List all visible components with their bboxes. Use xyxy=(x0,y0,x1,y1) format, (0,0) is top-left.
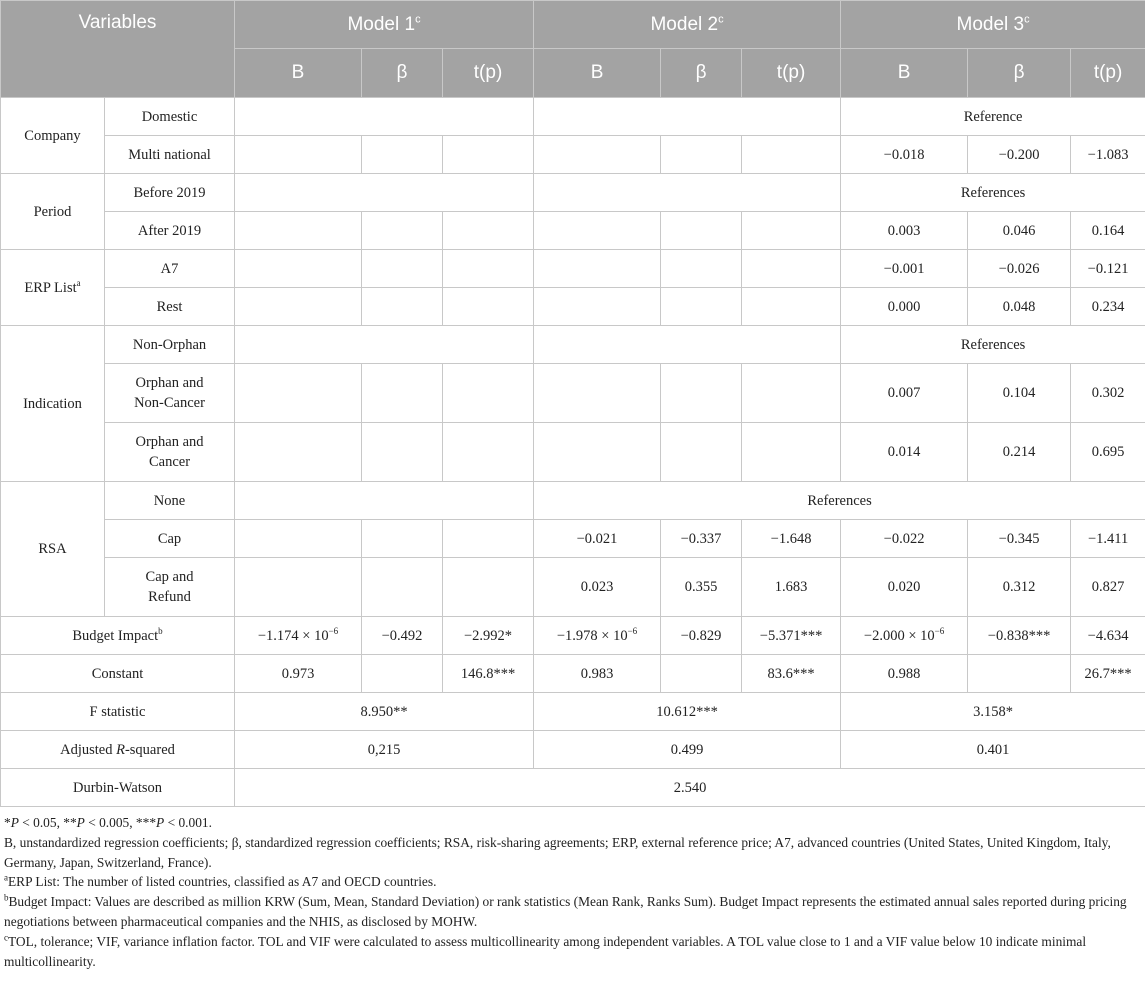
empty-cell xyxy=(235,423,362,482)
empty-cell xyxy=(661,212,742,250)
table-row xyxy=(1,288,1145,326)
empty-cell xyxy=(235,326,534,364)
value-cell: 0.003 xyxy=(841,212,968,250)
empty-cell xyxy=(362,558,443,617)
footnote-significance: *P < 0.05, **P < 0.005, ***P < 0.001. xyxy=(4,815,212,830)
value-cell: 0.983 xyxy=(534,655,661,693)
header-tp: t(p) xyxy=(443,49,534,98)
header-model-3: Model 3$^c$ xyxy=(841,1,1145,49)
header-b: B xyxy=(841,49,968,98)
table-row xyxy=(1,769,1145,807)
header-model-2: Model 2$^c$ xyxy=(534,1,841,49)
value-cell: 0.023 xyxy=(534,558,661,617)
table-row xyxy=(1,136,1145,174)
value-cell: 0.046 xyxy=(968,212,1071,250)
row-label-orphan-non-cancer: Orphan and Non-Cancer xyxy=(105,364,235,423)
value-cell: 83.6*** xyxy=(742,655,841,693)
table-row xyxy=(1,98,1145,136)
empty-cell xyxy=(362,250,443,288)
empty-cell xyxy=(534,364,661,423)
value-cell: 0.695 xyxy=(1071,423,1145,482)
group-rsa: RSA xyxy=(1,482,105,617)
value-cell: −0.121 xyxy=(1071,250,1145,288)
value-cell: 1.683 xyxy=(742,558,841,617)
value-cell: 2.540 xyxy=(235,769,1145,807)
value-cell: −2.992* xyxy=(443,617,534,655)
header-b: B xyxy=(534,49,661,98)
empty-cell xyxy=(235,98,534,136)
empty-cell xyxy=(742,250,841,288)
value-cell: −4.634 xyxy=(1071,617,1145,655)
empty-cell xyxy=(362,212,443,250)
table-row xyxy=(1,482,1145,520)
empty-cell xyxy=(443,212,534,250)
row-label-budget-impact: Budget Impact$^b$ xyxy=(1,617,235,655)
value-cell: 0.355 xyxy=(661,558,742,617)
empty-cell xyxy=(235,174,534,212)
group-company: Company xyxy=(1,98,105,174)
empty-cell xyxy=(661,136,742,174)
empty-cell xyxy=(235,136,362,174)
value-cell: 0.234 xyxy=(1071,288,1145,326)
value-cell: −1.411 xyxy=(1071,520,1145,558)
empty-cell xyxy=(362,288,443,326)
header-beta: β xyxy=(661,49,742,98)
table-row xyxy=(1,174,1145,212)
header-b: B xyxy=(235,49,362,98)
empty-cell xyxy=(968,655,1071,693)
value-cell: 0.020 xyxy=(841,558,968,617)
row-label-cap: Cap xyxy=(105,520,235,558)
empty-cell xyxy=(534,212,661,250)
empty-cell xyxy=(443,136,534,174)
footnote-abbreviations: B, unstandardized regression coefficients; β, standardized regression coefficients; RSA, risk-sharing agreements; ERP, external reference price; A7, advanced countries (United States, United Kingdom, Italy, Germany, Japan, Switzerland, France). xyxy=(4,834,1111,870)
empty-cell xyxy=(235,520,362,558)
value-cell: $-1.978 \times 10^{-6}$ xyxy=(534,617,661,655)
footnote-b: $^b$Budget Impact: Values are described as million KRW (Sum, Mean, Standard Deviation) or rank statistics (Mean Rank, Ranks Sum). Budget Impact represents the estimated annual sales reported during pricing negotiations between pharmaceutical companies and the NHIS, as disclosed by MOHW. xyxy=(4,892,1127,929)
empty-cell xyxy=(742,136,841,174)
value-cell: 0.048 xyxy=(968,288,1071,326)
empty-cell xyxy=(534,326,841,364)
value-cell: −0.022 xyxy=(841,520,968,558)
table-row xyxy=(1,693,1145,731)
value-cell: −0.018 xyxy=(841,136,968,174)
empty-cell xyxy=(661,288,742,326)
row-label-rest: Rest xyxy=(105,288,235,326)
value-cell: −0.200 xyxy=(968,136,1071,174)
value-cell: $-2.000 \times 10^{-6}$ xyxy=(841,617,968,655)
value-cell: 0.007 xyxy=(841,364,968,423)
value-cell: 146.8*** xyxy=(443,655,534,693)
empty-cell xyxy=(661,250,742,288)
empty-cell xyxy=(661,423,742,482)
footnote-a: $^a$ERP List: The number of listed countries, classified as A7 and OECD countries. xyxy=(4,872,437,890)
value-cell: 0.401 xyxy=(841,731,1145,769)
value-cell: 3.158* xyxy=(841,693,1145,731)
empty-cell xyxy=(362,520,443,558)
value-cell: 0.000 xyxy=(841,288,968,326)
group-indication: Indication xyxy=(1,326,105,482)
row-label-durbin-watson: Durbin-Watson xyxy=(1,769,235,807)
header-tp: t(p) xyxy=(1071,49,1145,98)
value-cell: 0.164 xyxy=(1071,212,1145,250)
value-cell: 0.312 xyxy=(968,558,1071,617)
value-cell: −1.083 xyxy=(1071,136,1145,174)
value-cell: −0.492 xyxy=(362,617,443,655)
value-cell: 0.302 xyxy=(1071,364,1145,423)
empty-cell xyxy=(534,288,661,326)
value-cell: −0.001 xyxy=(841,250,968,288)
row-label-before-2019: Before 2019 xyxy=(105,174,235,212)
header-beta: β xyxy=(968,49,1071,98)
table-footnotes xyxy=(0,807,1145,971)
value-cell: 0,215 xyxy=(235,731,534,769)
empty-cell xyxy=(443,250,534,288)
empty-cell xyxy=(661,655,742,693)
empty-cell xyxy=(443,364,534,423)
empty-cell xyxy=(534,98,841,136)
row-label-f-statistic: F statistic xyxy=(1,693,235,731)
table-row xyxy=(1,250,1145,288)
row-label-non-orphan: Non-Orphan xyxy=(105,326,235,364)
table-row xyxy=(1,558,1145,617)
table-row xyxy=(1,212,1145,250)
value-cell: 0.014 xyxy=(841,423,968,482)
row-label-constant: Constant xyxy=(1,655,235,693)
table-row xyxy=(1,731,1145,769)
table-row xyxy=(1,520,1145,558)
header-tp: t(p) xyxy=(742,49,841,98)
empty-cell xyxy=(362,655,443,693)
row-label-a7: A7 xyxy=(105,250,235,288)
row-label-domestic: Domestic xyxy=(105,98,235,136)
header-model-1: Model 1$^c$ xyxy=(235,1,534,49)
value-cell: 0.988 xyxy=(841,655,968,693)
footnote-c: $^c$TOL, tolerance; VIF, variance inflation factor. TOL and VIF were calculated to assess multicollinearity among independent variables. A TOL value close to 1 and a VIF value below 10 indicate minimal multicollinearity. xyxy=(4,932,1087,969)
empty-cell xyxy=(362,136,443,174)
reference-cell: References xyxy=(534,482,1145,520)
value-cell: 0.214 xyxy=(968,423,1071,482)
value-cell: −1.648 xyxy=(742,520,841,558)
group-erp-list: ERP List$^a$ xyxy=(1,250,105,326)
empty-cell xyxy=(443,288,534,326)
reference-cell: References xyxy=(841,174,1145,212)
value-cell: 10.612*** xyxy=(534,693,841,731)
group-period: Period xyxy=(1,174,105,250)
value-cell: −0.337 xyxy=(661,520,742,558)
empty-cell xyxy=(534,423,661,482)
empty-cell xyxy=(235,250,362,288)
empty-cell xyxy=(443,558,534,617)
header-beta: β xyxy=(362,49,443,98)
value-cell: −0.021 xyxy=(534,520,661,558)
value-cell: −0.345 xyxy=(968,520,1071,558)
empty-cell xyxy=(742,364,841,423)
value-cell: −0.829 xyxy=(661,617,742,655)
empty-cell xyxy=(235,482,534,520)
empty-cell xyxy=(235,212,362,250)
header-variables: Variables xyxy=(1,1,235,98)
row-label-orphan-cancer: Orphan and Cancer xyxy=(105,423,235,482)
value-cell: 0.104 xyxy=(968,364,1071,423)
reference-cell: Reference xyxy=(841,98,1145,136)
table-row xyxy=(1,364,1145,423)
empty-cell xyxy=(362,364,443,423)
row-label-multinational: Multi national xyxy=(105,136,235,174)
empty-cell xyxy=(742,288,841,326)
value-cell: −5.371*** xyxy=(742,617,841,655)
value-cell: 26.7*** xyxy=(1071,655,1145,693)
value-cell: 8.950** xyxy=(235,693,534,731)
empty-cell xyxy=(661,364,742,423)
value-cell: 0.499 xyxy=(534,731,841,769)
value-cell: −0.838*** xyxy=(968,617,1071,655)
empty-cell xyxy=(235,288,362,326)
empty-cell xyxy=(443,520,534,558)
value-cell: 0.827 xyxy=(1071,558,1145,617)
empty-cell xyxy=(362,423,443,482)
table-row xyxy=(1,423,1145,482)
value-cell: $-1.174 \times 10^{-6}$ xyxy=(235,617,362,655)
empty-cell xyxy=(534,136,661,174)
empty-cell xyxy=(443,423,534,482)
empty-cell xyxy=(235,364,362,423)
reference-cell: References xyxy=(841,326,1145,364)
row-label-adjusted-r-squared: Adjusted R-squared xyxy=(1,731,235,769)
empty-cell xyxy=(534,174,841,212)
empty-cell xyxy=(742,423,841,482)
table-row xyxy=(1,655,1145,693)
empty-cell xyxy=(534,250,661,288)
table-row xyxy=(1,617,1145,655)
row-label-none: None xyxy=(105,482,235,520)
value-cell: 0.973 xyxy=(235,655,362,693)
empty-cell xyxy=(235,558,362,617)
row-label-cap-and-refund: Cap and Refund xyxy=(105,558,235,617)
table-row xyxy=(1,326,1145,364)
empty-cell xyxy=(742,212,841,250)
value-cell: −0.026 xyxy=(968,250,1071,288)
row-label-after-2019: After 2019 xyxy=(105,212,235,250)
